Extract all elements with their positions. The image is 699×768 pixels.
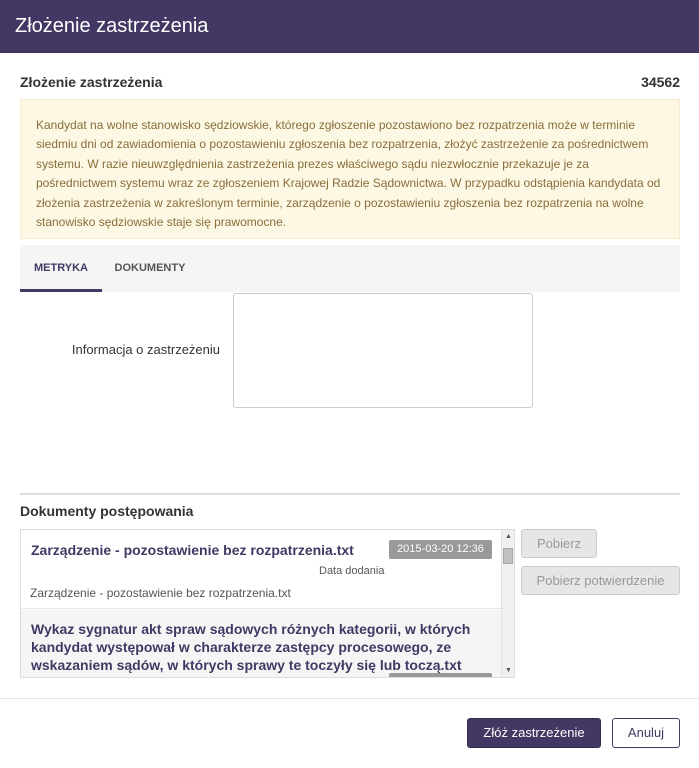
tab-bar (20, 245, 680, 292)
scroll-thumb[interactable] (503, 548, 513, 564)
dialog-titlebar (0, 0, 699, 53)
scroll-down-arrow-icon[interactable]: ▼ (505, 667, 512, 674)
download-button[interactable]: Pobierz (521, 529, 597, 558)
case-number: 34562 (641, 74, 680, 90)
document-item[interactable] (21, 610, 501, 677)
documents-title: Dokumenty postępowania (20, 503, 194, 519)
tab-metryka[interactable]: METRYKA (20, 245, 102, 292)
document-item[interactable] (21, 530, 501, 609)
info-label: Informacja o zastrzeżeniu (71, 342, 220, 357)
document-date-badge (389, 673, 492, 677)
section-header (20, 74, 680, 94)
dialog-footer (0, 698, 699, 768)
info-textarea[interactable] (233, 293, 533, 408)
document-name: Wykaz sygnatur akt spraw sądowych różnych kategorii, w których kandydat występował w charakterze zastępcy procesowego, ze wskazaniem sądów, w których sprawy te toczyły się lub toczą.txt (31, 621, 471, 673)
notice-text: Kandydat na wolne stanowisko sędziowskie, którego zgłoszenie pozostawiono bez rozpatrzenia może w terminie siedmiu dni od zawiadomienia o pozostawieniu zgłoszenia bez rozpatrzenia, złożyć zastrzeżenie za pośrednictwem systemu. W razie nieuwzględnienia zastrzeżenia prezes właściwego sądu niezwłocznie przekazuje je za pośrednictwem systemu wraz ze zgłoszeniem Krajowej Radzie Sądownictwa. W przypadku odstąpienia kandydata od złożenia zastrzeżenia w zakreślonym terminie, zarządzenie o pozostawieniu zgłoszenia bez rozpatrzenia na wolne stanowisko sędziowskie staje się prawomocne. (36, 118, 661, 230)
submit-objection-button[interactable]: Złóż zastrzeżenie (467, 718, 601, 748)
document-date-label: Data dodania (319, 565, 385, 577)
cancel-button[interactable]: Anuluj (612, 718, 680, 748)
download-confirmation-button[interactable]: Pobierz potwierdzenie (521, 566, 680, 595)
document-date-badge: 2015-03-20 12:36 (389, 540, 492, 559)
dialog-title: Złożenie zastrzeżenia (15, 15, 209, 37)
scroll-up-arrow-icon[interactable]: ▲ (505, 533, 512, 540)
document-name: Zarządzenie - pozostawienie bez rozpatrzenia.txt (31, 542, 354, 558)
documents-scrollbar[interactable] (501, 530, 514, 677)
section-title: Złożenie zastrzeżenia (20, 74, 163, 90)
tab-dokumenty[interactable]: DOKUMENTY (114, 262, 186, 274)
tabs-panel (20, 245, 680, 495)
documents-list (20, 529, 515, 678)
documents-viewport (21, 530, 501, 677)
document-filename: Zarządzenie - pozostawienie bez rozpatrzenia.txt (30, 586, 291, 600)
metryka-form (20, 292, 680, 493)
info-notice (20, 99, 680, 239)
